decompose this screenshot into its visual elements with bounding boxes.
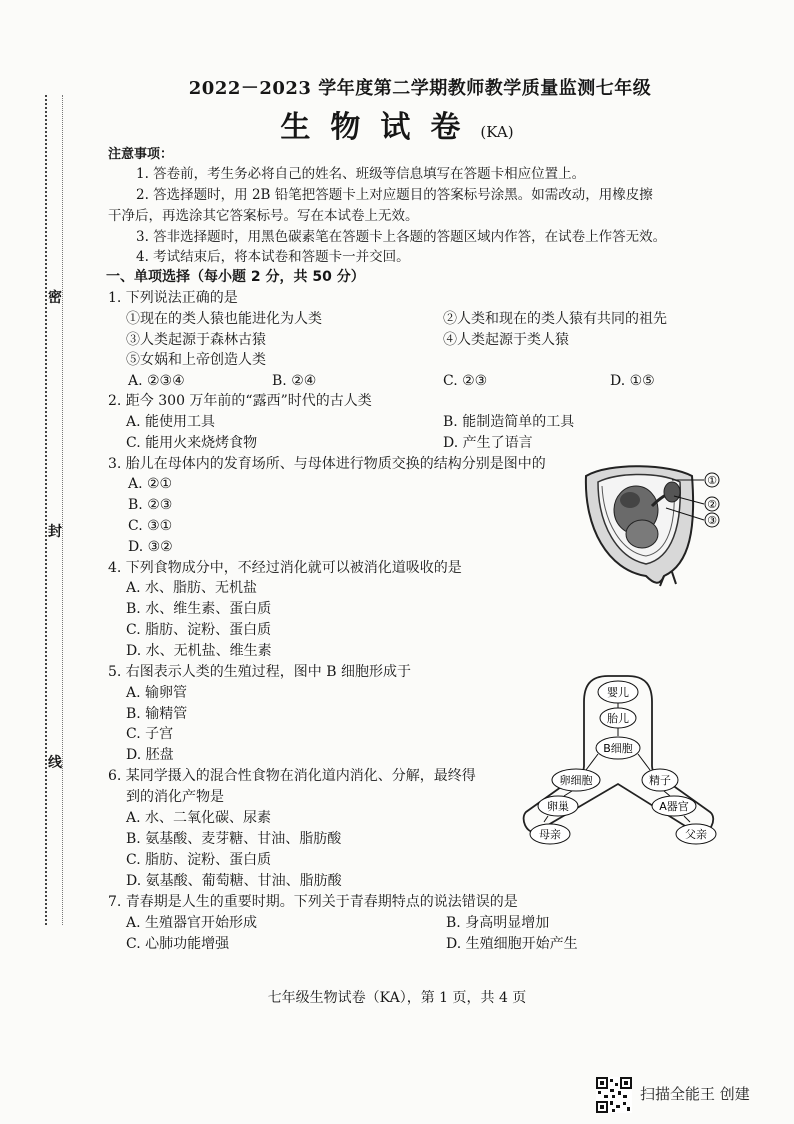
option-d: D. ③②	[128, 539, 173, 555]
scanner-brand: 扫描全能王 创建	[640, 1085, 750, 1103]
exam-title-text: 生物试卷	[280, 110, 481, 145]
figure-label-1: ①	[707, 474, 717, 487]
qr-code-icon	[596, 1077, 632, 1113]
notice-item: 1. 答卷前，考生务必将自己的姓名、班级等信息填写在答题卡相应位置上。	[136, 166, 586, 182]
question-stem: 5. 右图表示人类的生殖过程，图中 B 细胞形成于	[108, 664, 411, 680]
option-b: B. ②③	[128, 497, 173, 513]
exam-header: 2022－2023 学年度第二学期教师教学质量监测七年级	[188, 78, 652, 99]
diagram-father: 父亲	[685, 828, 707, 841]
question-statement: ①现在的类人猿也能进化为人类	[126, 311, 322, 327]
section-heading: 一、单项选择（每小题 2 分，共 50 分）	[106, 269, 365, 285]
option-c: C. 心肺功能增强	[126, 936, 230, 952]
option-d: D. 胚盘	[126, 747, 174, 763]
option-a: A. 水、二氧化碳、尿素	[126, 810, 272, 826]
question-statement: ②人类和现在的类人猿有共同的祖先	[443, 311, 667, 327]
option-d: D. 生殖细胞开始产生	[446, 936, 578, 952]
exam-title-code: (KA)	[480, 123, 514, 141]
option-c: C. 能用火来烧烤食物	[126, 435, 258, 451]
question-statement: ④人类起源于类人猿	[443, 332, 569, 348]
notice-item: 干净后，再选涂其它答案标号。写在本试卷上无效。	[108, 208, 419, 224]
question-stem: 1. 下列说法正确的是	[108, 290, 238, 306]
option-a: A. 水、脂肪、无机盐	[126, 580, 258, 596]
option-a: A. ②③④	[128, 373, 185, 389]
option-a: A. 能使用工具	[126, 414, 216, 430]
question-statement: ⑤女娲和上帝创造人类	[126, 352, 266, 368]
binding-char-feng: 封	[48, 524, 62, 540]
binding-dotted-line-inner	[62, 95, 63, 925]
notice-item: 3. 答非选择题时，用黑色碳素笔在答题卡上各题的答题区域内作答，在试卷上作答无效。	[136, 229, 667, 245]
binding-dotted-line	[45, 95, 47, 925]
question-stem: 3. 胎儿在母体内的发育场所、与母体进行物质交换的结构分别是图中的	[108, 456, 546, 472]
option-d: D. ①⑤	[610, 373, 655, 389]
diagram-ovary: 卵巢	[547, 800, 569, 813]
figure-label-3: ③	[707, 514, 717, 527]
question-stem: 7. 青春期是人生的重要时期。下列关于青春期特点的说法错误的是	[108, 894, 518, 910]
diagram-cell-b: B细胞	[603, 742, 633, 755]
option-d: D. 氨基酸、葡萄糖、甘油、脂肪酸	[126, 873, 342, 889]
option-b: B. 氨基酸、麦芽糖、甘油、脂肪酸	[126, 831, 342, 847]
option-d: D. 产生了语言	[443, 435, 533, 451]
option-c: C. ②③	[443, 373, 488, 389]
option-a: A. 输卵管	[126, 685, 188, 701]
option-d: D. 水、无机盐、维生素	[126, 643, 272, 659]
diagram-fetus: 胎儿	[607, 712, 629, 725]
option-a: A. ②①	[128, 476, 173, 492]
option-c: C. 脂肪、淀粉、蛋白质	[126, 622, 272, 638]
diagram-mother: 母亲	[539, 828, 561, 841]
option-b: B. 输精管	[126, 706, 188, 722]
notice-item: 2. 答选择题时，用 2B 铅笔把答题卡上对应题目的答案标号涂黑。如需改动，用橡皮擦	[136, 187, 653, 203]
question-stem: 6. 某同学摄入的混合性食物在消化道内消化、分解，最终得	[108, 768, 476, 784]
diagram-baby: 婴儿	[607, 686, 629, 699]
question-stem-cont: 到的消化产物是	[126, 789, 224, 805]
reproduction-diagram	[518, 666, 728, 846]
option-a: A. 生殖器官开始形成	[126, 915, 258, 931]
question-stem: 4. 下列食物成分中，不经过消化就可以被消化道吸收的是	[108, 560, 462, 576]
option-c: C. ③①	[128, 518, 173, 534]
figure-label-2: ②	[707, 498, 717, 511]
binding-char-mi: 密	[48, 290, 62, 306]
binding-char-xian: 线	[48, 755, 62, 771]
option-b: B. 水、维生素、蛋白质	[126, 601, 272, 617]
diagram-organ-a: A器官	[659, 800, 689, 813]
option-b: B. 能制造简单的工具	[443, 414, 575, 430]
question-statement: ③人类起源于森林古猿	[126, 332, 266, 348]
uterus-figure	[580, 458, 730, 588]
page-footer: 七年级生物试卷（KA），第 1 页，共 4 页	[267, 990, 527, 1006]
diagram-sperm: 精子	[649, 774, 671, 787]
option-c: C. 子宫	[126, 726, 174, 742]
diagram-egg: 卵细胞	[559, 774, 593, 787]
option-b: B. ②④	[272, 373, 317, 389]
question-stem: 2. 距今 300 万年前的“露西”时代的古人类	[108, 393, 372, 409]
notice-heading: 注意事项：	[108, 147, 174, 162]
option-b: B. 身高明显增加	[446, 915, 550, 931]
notice-item: 4. 考试结束后，将本试卷和答题卡一并交回。	[136, 249, 410, 265]
exam-title	[0, 102, 794, 146]
option-c: C. 脂肪、淀粉、蛋白质	[126, 852, 272, 868]
